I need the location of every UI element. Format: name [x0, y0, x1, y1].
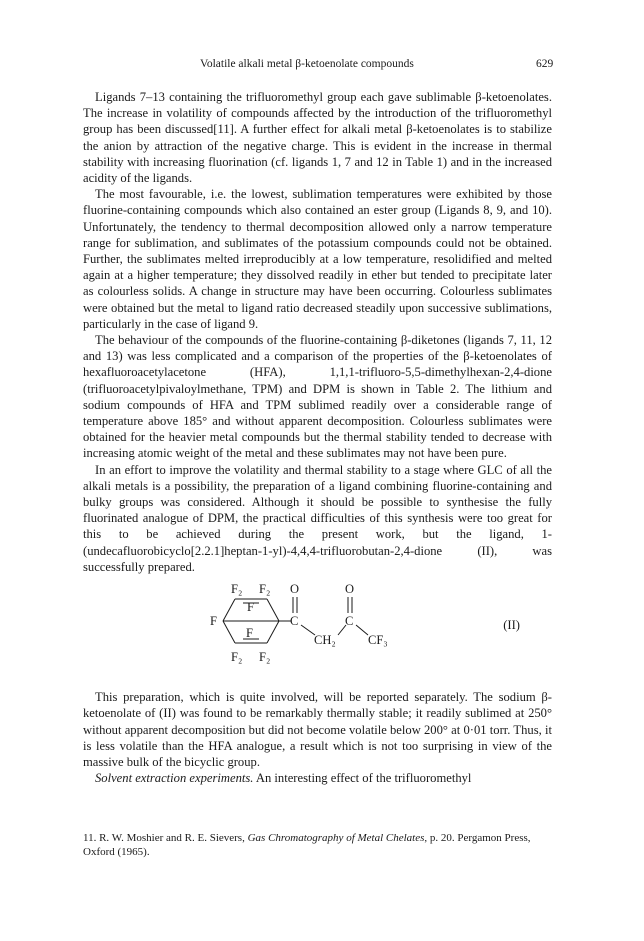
- footnote-number: 11.: [83, 832, 97, 844]
- body-text: [83, 89, 552, 786]
- atom-label: CF₃: [368, 633, 388, 648]
- paragraph-text: An interesting effect of the trifluoromethyl: [253, 771, 472, 786]
- footnote-authors: R. W. Moshier and R. E. Sievers,: [96, 832, 248, 844]
- chemical-structure-drawing: [83, 579, 552, 685]
- atom-label: F₂: [259, 582, 271, 597]
- atom-label: F₂: [231, 582, 243, 597]
- atom-label: O: [290, 582, 300, 597]
- running-header: [0, 58, 644, 76]
- atom-label: F: [246, 626, 253, 641]
- running-title: Volatile alkali metal β-ketoenolate compounds: [200, 58, 414, 70]
- atom-label: CH₂: [314, 633, 336, 648]
- footnote: [83, 831, 552, 859]
- atom-label: C: [345, 614, 354, 629]
- atom-label: O: [345, 582, 355, 597]
- atom-label: F: [210, 614, 217, 629]
- figure-label: (II): [503, 618, 520, 633]
- atom-label: F₂: [231, 650, 243, 665]
- paragraph: The most favourable, i.e. the lowest, sublimation temperatures were exhibited by those fluorine-containing compounds which also contained an ester group (Ligands 8, 9, and 10). Unfortunately, the tendency to thermal decomposition allowed only a narrow temperature range for sublimation, and sublimates of the potassium compounds could not be obtained. Further, the sublimates melted irreproducibly at a low temperature, resolidified and melted again at a higher temperature; they dissolved readily in ether but tended to precipitate later as colourless solids. A change in structure may have been occurring. Colourless sublimates were obtained but the metal to ligand ratio decreased steadily upon successive sublimations, particularly in the case of ligand 9.: [83, 187, 552, 331]
- section-run-in-heading: Solvent extraction experiments.: [95, 771, 254, 786]
- footnote-rest: , p. 20. Pergamon Press, Oxford (1965).: [83, 832, 531, 858]
- atom-label: C: [290, 614, 299, 629]
- paragraph: This preparation, which is quite involved, will be reported separately. The sodium β-ketoenolate of (II) was found to be remarkably thermally stable; it readily sublimed at 250° without apparent decomposition but did not become volatile below 200° at 0·01 torr. Thus, it is less volatile than the HFA analogue, a result which is not too surprising in view of the massive bulk of the bicyclic group.: [83, 690, 552, 769]
- structure-figure: [83, 579, 552, 685]
- paragraph: The behaviour of the compounds of the fluorine-containing β-diketones (ligands 7, 11, 12 and 13) was less complicated and a comparison of the properties of the β-ketoenolates of hexafluoroacetylacetone (HFA), 1,1,1-trifluoro-5,5-dimethylhexan-2,4-dione (trifluoroacetylpivaloylmethane, TPM) and DPM is shown in Table 2. The lithium and sodium compounds of HFA and TPM sublimed readily over a considerable range of temperature above 185° and without apparent decomposition. Colourless sublimates were obtained for the heavier metal compounds but the thermal stability tended to decrease with increasing atomic weight of the metal and these sublimates may not have been pure.: [83, 333, 552, 461]
- paragraph: In an effort to improve the volatility and thermal stability to a stage where GLC of all the alkali metals is a possibility, the preparation of a ligand combining fluorine-containing and bulky groups was considered. Although it should be possible to synthesise the fully fluorinated analogue of DPM, the practical difficulties of this synthesis were too great for this to be achieved during the present work, but the ligand, 1-(undecafluorobicyclo[2.2.1]heptan-1-yl)-4,4,4-trifluorobutan-2,4-dione (II), was successfully prepared.: [83, 462, 552, 574]
- paragraph: Ligands 7–13 containing the trifluoromethyl group each gave sublimable β-ketoenolates. The increase in volatility of compounds affected by the introduction of the trifluoromethyl group has been discussed[11]. A further effect for alkali metal β-ketoenolates is to stabilize the anion by attraction of the negative charge. This is evident in the increase in thermal stability with increasing fluorination (cf. ligands 1, 7 and 12 in Table 1) and in the increased acidity of the ligands.: [83, 90, 552, 186]
- atom-label: F₂: [259, 650, 271, 665]
- paragraph: [83, 770, 552, 786]
- page-number: 629: [536, 58, 554, 70]
- footnote-title: Gas Chromatography of Metal Chelates: [247, 832, 425, 844]
- atom-label: F: [247, 600, 254, 615]
